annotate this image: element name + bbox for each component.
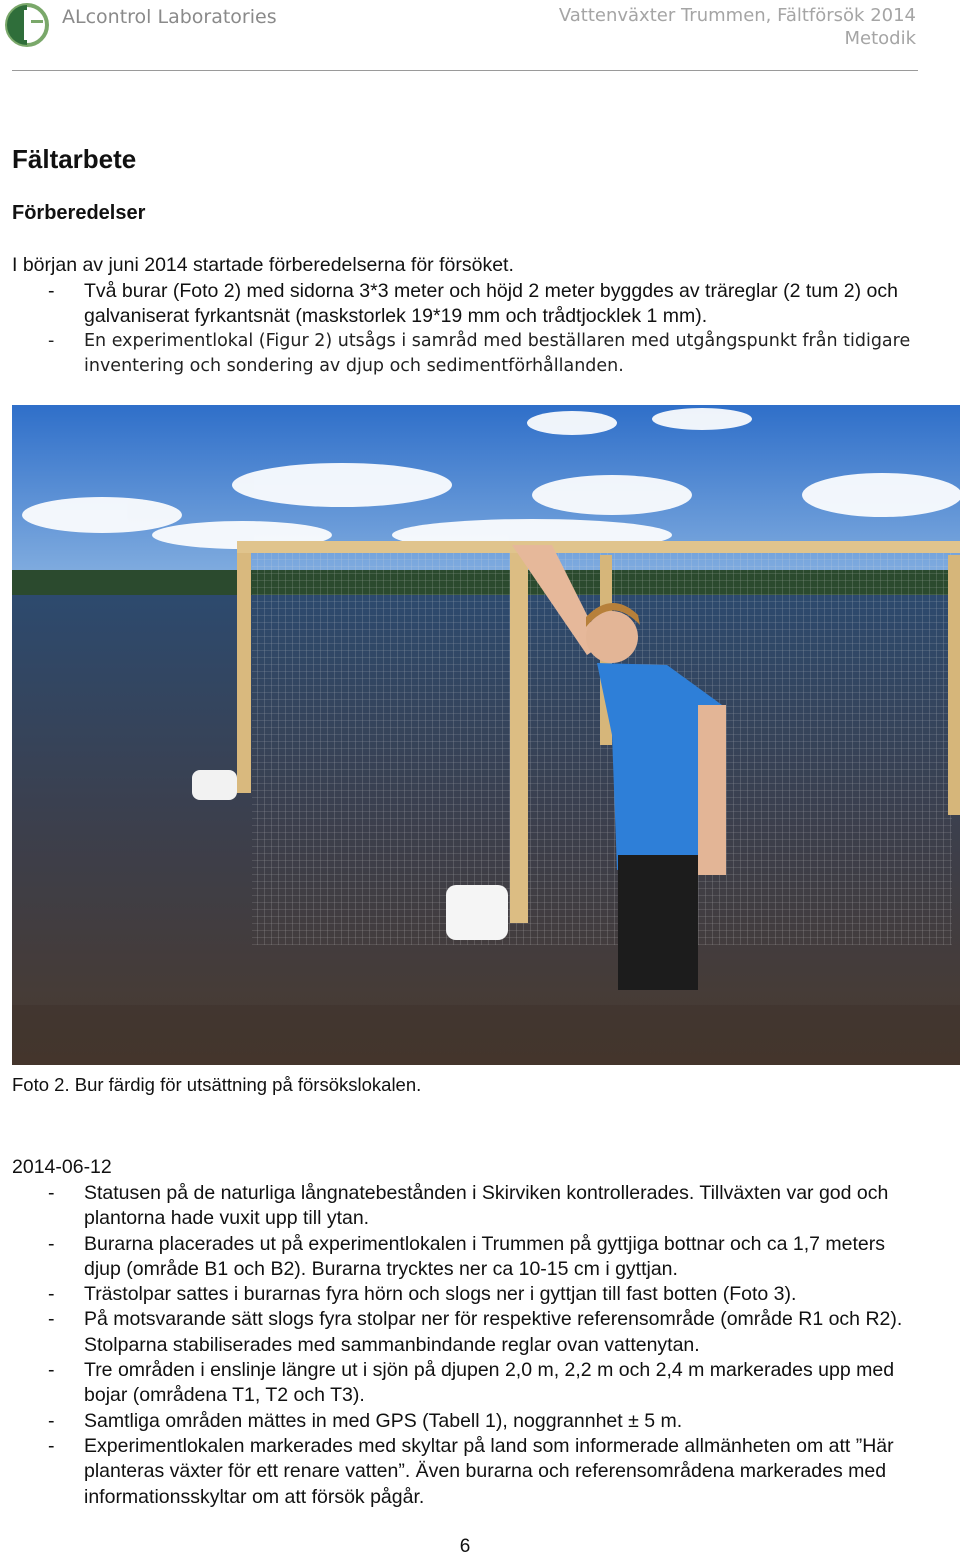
log-date: 2014-06-12 [12, 1156, 112, 1178]
section-heading: Fältarbete [12, 144, 137, 174]
document-title-block [559, 4, 916, 50]
company-name: ALcontrol Laboratories [62, 6, 277, 28]
subsection-heading: Förberedelser [12, 202, 146, 224]
list-item: - En experimentlokal (Figur 2) utsågs i samråd med beställaren med utgångspunkt från tidigare inventering och sondering av djup och sedimentförhållanden. [12, 329, 922, 380]
header-divider [12, 70, 918, 71]
section-name: Metodik [844, 28, 916, 49]
alcontrol-logo-icon [4, 2, 50, 48]
page-header [0, 0, 960, 70]
list-item: - Två burar (Foto 2) med sidorna 3*3 meter och höjd 2 meter byggdes av träreglar (2 tum 2) och galvaniserat fyrkantsnät (maskstorlek 19*19 mm och trådtjocklek 1 mm). [12, 279, 922, 330]
photo-caption: Foto 2. Bur färdig för utsättning på försökslokalen. [12, 1074, 422, 1095]
list-item: - Statusen på de naturliga långnatebestånden i Skirviken kontrollerades. Tillväxten var god och plantorna hade vuxit upp till ytan. [12, 1181, 922, 1232]
list-item: - Samtliga områden mättes in med GPS (Tabell 1), noggrannhet ± 5 m. [12, 1409, 922, 1434]
list-item: - Experimentlokalen markerades med skyltar på land som informerade allmänheten om att ”Här planteras växter för ett renare vatten”. Även burarna och referensområdena markerades med informationsskyltar om att försök pågår. [12, 1434, 922, 1510]
list-item: - Trästolpar sattes i burarnas fyra hörn och slogs ner i gyttjan till fast botten (Foto 3). [12, 1282, 922, 1307]
preparation-list-continued [12, 329, 922, 380]
list-item: - Tre områden i enslinje längre ut i sjön på djupen 2,0 m, 2,2 m och 2,4 m markerades upp med bojar (områdena T1, T2 och T3). [12, 1358, 922, 1409]
field-log-list [12, 1181, 922, 1510]
lake-cage-illustration [12, 405, 960, 1065]
preparation-list [12, 279, 922, 330]
list-item: - På motsvarande sätt slogs fyra stolpar ner för respektive referensområde (område R1 och R2). Stolparna stabiliserades med sammanbindande reglar ovan vattenytan. [12, 1307, 922, 1358]
document-title: Vattenväxter Trummen, Fältförsök 2014 [558, 5, 916, 26]
list-item: - Burarna placerades ut på experimentlokalen i Trummen på gyttjiga bottnar och ca 1,7 meters djup (område B1 och B2). Burarna trycktes ner ca 10-15 cm i gyttjan. [12, 1232, 922, 1283]
intro-paragraph: I början av juni 2014 startade förberedelserna för försöket. [12, 254, 514, 276]
page-number: 6 [459, 1536, 471, 1557]
cage-photo [12, 405, 960, 1065]
